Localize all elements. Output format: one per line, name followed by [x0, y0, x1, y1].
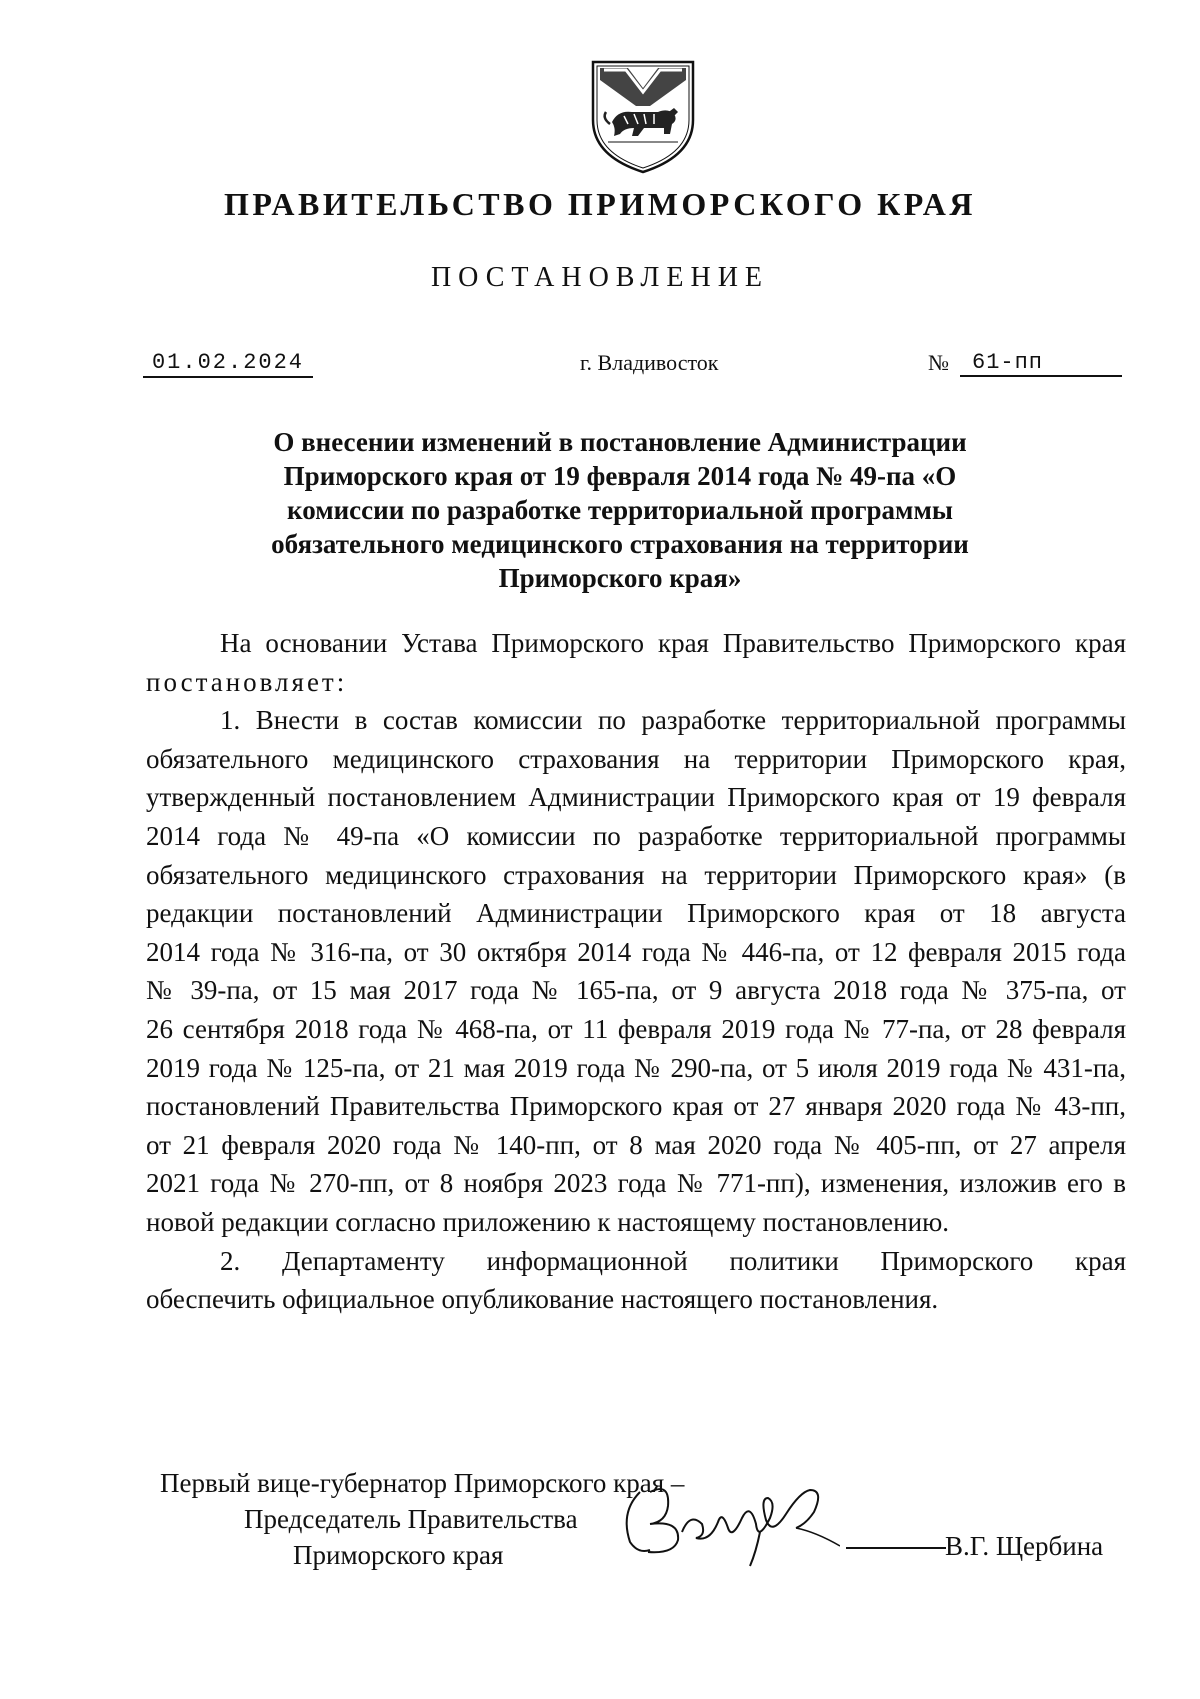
body-line: 2. Департаменту информационной политики Приморского края [220, 1245, 1126, 1276]
body-line: новой редакции согласно приложению к настоящему постановлению. [146, 1206, 949, 1237]
signatory-title-line: Председатель Правительства [244, 1504, 578, 1534]
body-line: 26 сентября 2018 года № 468-па, от 11 февраля 2019 года № 77-па, от 28 февраля [146, 1013, 1126, 1044]
document-subject [200, 425, 1040, 595]
body-line: 2014 года № 49-па «О комиссии по разработке территориальной программы [146, 820, 1126, 851]
subject-line: комиссии по разработке территориальной программы [287, 495, 953, 525]
subject-line: Приморского края» [498, 563, 742, 593]
document-body [146, 624, 1126, 1319]
subject-line: обязательного медицинского страхования на территории [271, 529, 969, 559]
signatory-name: В.Г. Щербина [945, 1531, 1104, 1561]
subject-line: Приморского края от 19 февраля 2014 года № 49-па «О [283, 461, 957, 491]
body-line: 2019 года № 125-па, от 21 мая 2019 года № 290-па, от 5 июля 2019 года № 431-па, [146, 1052, 1126, 1083]
signatory-title-line: Первый вице-губернатор Приморского края – [160, 1468, 685, 1498]
body-line: обеспечить официальное опубликование настоящего постановления. [146, 1284, 939, 1315]
body-line: На основании Устава Приморского края Правительство Приморского края [220, 628, 1126, 658]
body-line: постановлений Правительства Приморского края от 27 января 2020 года № 43-пп, [146, 1091, 1126, 1122]
subject-line: О внесении изменений в постановление Администрации [273, 427, 967, 457]
government-title: ПРАВИТЕЛЬСТВО ПРИМОРСКОГО КРАЯ [224, 186, 976, 222]
handwritten-signature-icon [610, 1462, 840, 1572]
body-line: постановляет: [146, 666, 348, 697]
signature-line [846, 1547, 946, 1549]
document-city: г. Владивосток [580, 350, 719, 375]
primorsky-krai-coat-of-arms-icon [588, 58, 698, 176]
body-line: утвержденный постановлением Администрации Приморского края от 19 февраля [146, 782, 1126, 813]
body-line: от 21 февраля 2020 года № 140-пп, от 8 мая 2020 года № 405-пп, от 27 апреля [146, 1129, 1126, 1160]
document-type: ПОСТАНОВЛЕНИЕ [430, 262, 770, 293]
signatory-title-line: Приморского края [293, 1540, 504, 1570]
document-date: 01.02.2024 [143, 350, 313, 378]
document-number: 61-пп [960, 350, 1122, 377]
body-line: 2021 года № 270-пп, от 8 ноября 2023 года № 771-пп), изменения, изложив его в [146, 1168, 1126, 1199]
number-sign: № [928, 350, 949, 375]
item-2-paragraph [146, 1242, 1126, 1319]
body-line: № 39-па, от 15 мая 2017 года № 165-па, от 9 августа 2018 года № 375-па, от [146, 975, 1126, 1006]
body-line: 2014 года № 316-па, от 30 октября 2014 года № 446-па, от 12 февраля 2015 года [146, 936, 1126, 967]
body-line: обязательного медицинского страхования на территории Приморского края» (в [146, 859, 1126, 890]
body-line: редакции постановлений Администрации Приморского края от 18 августа [146, 898, 1126, 929]
intro-paragraph [146, 624, 1126, 701]
signatory-title [160, 1465, 684, 1573]
item-1-paragraph [146, 701, 1126, 1241]
body-line: 1. Внести в состав комиссии по разработке территориальной программы [220, 705, 1126, 736]
body-line: обязательного медицинского страхования на территории Приморского края, [146, 743, 1126, 774]
